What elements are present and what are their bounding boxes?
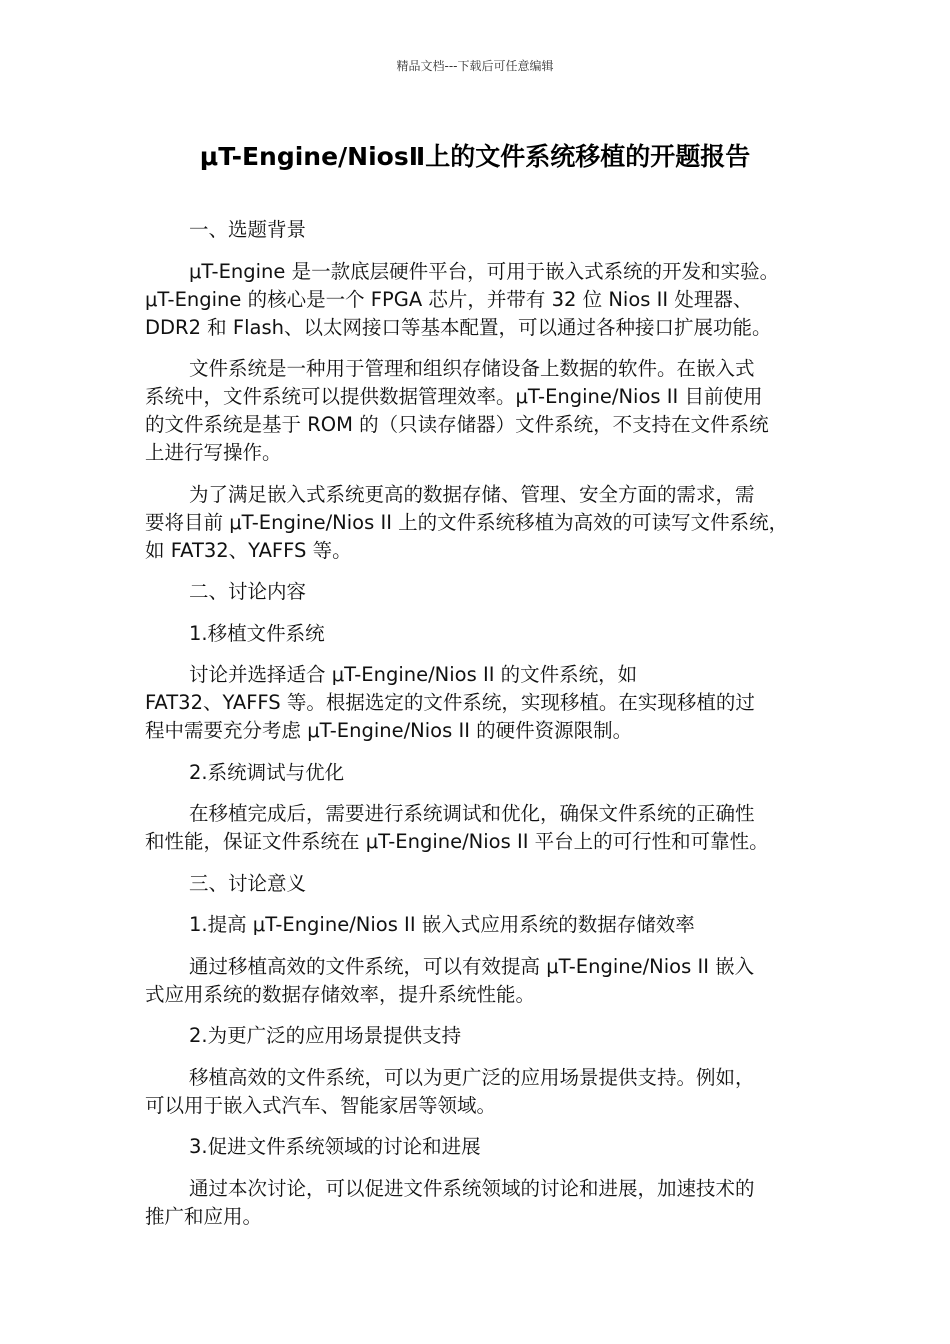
header-note: 精品文档---下载后可任意编辑: [396, 59, 554, 73]
paragraph-field-progress: [145, 1175, 815, 1231]
text-line: 上进行写操作。: [145, 441, 282, 464]
paragraph-storage-efficiency: [145, 953, 815, 1009]
subheading-storage-efficiency: 1.提高 μT-Engine/Nios II 嵌入式应用系统的数据存储效率: [189, 913, 695, 936]
page-title: μT-Engine/NiosⅡ上的文件系统移植的开题报告: [199, 142, 751, 171]
text-line: 通过移植高效的文件系统，可以有效提高 μT-Engine/Nios II 嵌入: [189, 954, 755, 978]
text-line: FAT32、YAFFS 等。根据选定的文件系统，实现移植。在实现移植的过: [145, 691, 755, 714]
text-line: 式应用系统的数据存储效率，提升系统性能。: [145, 982, 536, 1006]
subheading-port-filesystem: 1.移植文件系统: [189, 621, 325, 645]
paragraph-background-3: [145, 481, 815, 565]
paragraph-background-1: [145, 258, 815, 342]
text-line: 为了满足嵌入式系统更高的数据存储、管理、安全方面的需求，需: [189, 482, 755, 506]
text-line: 要将目前 μT-Engine/Nios II 上的文件系统移植为高效的可读写文件系统，: [145, 510, 789, 534]
text-line: 程中需要充分考虑 μT-Engine/Nios II 的硬件资源限制。: [145, 719, 633, 742]
section-heading-content: 二、讨论内容: [189, 580, 307, 603]
text-line: μT-Engine 是一款底层硬件平台，可用于嵌入式系统的开发和实验。: [189, 259, 780, 283]
text-line: DDR2 和 Flash、以太网接口等基本配置，可以通过各种接口扩展功能。: [145, 315, 772, 339]
section-heading-significance: 三、讨论意义: [189, 871, 307, 895]
text-line: 如 FAT32、YAFFS 等。: [145, 538, 352, 562]
paragraph-port-filesystem: [145, 661, 815, 745]
subheading-application-support: 2.为更广泛的应用场景提供支持: [189, 1024, 462, 1047]
paragraph-debug-optimize: [145, 800, 815, 856]
text-line: μT-Engine 的核心是一个 FPGA 芯片，并带有 32 位 Nios II 处理器、: [145, 287, 753, 311]
text-line: 系统中，文件系统可以提供数据管理效率。μT-Engine/Nios II 目前使用: [145, 385, 763, 408]
section-heading-background: 一、选题背景: [189, 218, 307, 241]
text-line: 讨论并选择适合 μT-Engine/Nios II 的文件系统，如: [189, 663, 638, 686]
subheading-debug-optimize: 2.系统调试与优化: [189, 760, 345, 784]
text-line: 推广和应用。: [145, 1204, 263, 1228]
paragraph-application-support: [145, 1064, 815, 1120]
subheading-field-progress: 3.促进文件系统领域的讨论和进展: [189, 1135, 481, 1158]
document-body: [145, 216, 815, 1244]
paragraph-background-2: [145, 355, 815, 467]
text-line: 和性能，保证文件系统在 μT-Engine/Nios II 平台上的可行性和可靠性。: [145, 830, 769, 853]
text-line: 移植高效的文件系统，可以为更广泛的应用场景提供支持。例如，: [189, 1065, 755, 1089]
text-line: 的文件系统是基于 ROM 的（只读存储器）文件系统，不支持在文件系统: [145, 413, 769, 436]
text-line: 可以用于嵌入式汽车、智能家居等领域。: [145, 1093, 497, 1117]
text-line: 在移植完成后，需要进行系统调试和优化，确保文件系统的正确性: [189, 802, 755, 825]
text-line: 文件系统是一种用于管理和组织存储设备上数据的软件。在嵌入式: [189, 357, 755, 380]
text-line: 通过本次讨论，可以促进文件系统领域的讨论和进展，加速技术的: [189, 1176, 755, 1200]
